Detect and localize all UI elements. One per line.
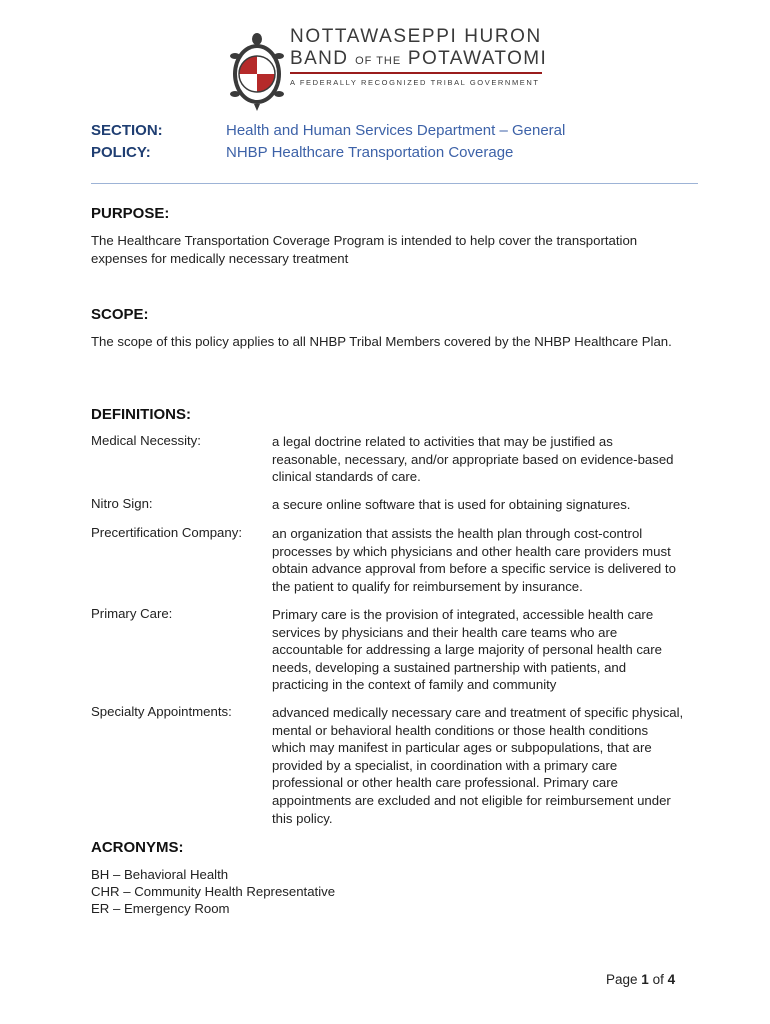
org-name-of-the: OF THE — [355, 55, 402, 67]
purpose-heading: PURPOSE: — [91, 205, 170, 222]
definition-text: a legal doctrine related to activities that may be justified as reasonable, necessary, and/or appropriate based on evidence-based clinical standards of care. — [272, 434, 674, 485]
turtle-medicine-wheel-icon — [226, 24, 288, 112]
definition-term: Nitro Sign: — [91, 496, 153, 511]
acronyms-heading: ACRONYMS: — [91, 839, 184, 856]
org-divider — [290, 72, 542, 74]
org-name-line2 — [290, 48, 547, 70]
definitions-heading: DEFINITIONS: — [91, 406, 191, 423]
section-value: Health and Human Services Department – General — [226, 122, 566, 139]
policy-label: POLICY: — [91, 144, 151, 161]
definition-text: a secure online software that is used for obtaining signatures. — [272, 497, 631, 512]
purpose-text: The Healthcare Transportation Coverage Program is intended to help cover the transportation expenses for medically necessary treatment — [91, 233, 638, 266]
page-number — [606, 972, 675, 987]
scope-text: The scope of this policy applies to all NHBP Tribal Members covered by the NHBP Healthcare Plan. — [91, 334, 672, 349]
acronym-item: CHR – Community Health Representative — [91, 884, 336, 899]
acronym-item: BH – Behavioral Health — [91, 867, 229, 882]
definition-text: advanced medically necessary care and treatment of specific physical, mental or behavioral health conditions or those health conditions which may manifest in particular ages or subpopulations, that are provided by a specialist, in coordination with a primary care professional or other health care professional. Primary care appointments are excluded and not eligible for reimbursement under this policy. — [272, 705, 684, 826]
org-name-band: BAND — [290, 48, 349, 69]
definition-term: Primary Care: — [91, 606, 173, 621]
definition-term: Medical Necessity: — [91, 433, 201, 448]
page-current: 1 — [641, 972, 649, 987]
definition-term: Specialty Appointments: — [91, 704, 232, 719]
definition-text: an organization that assists the health plan through cost-control processes by which physicians and other health care providers must obtain advance approval from before a specific service is delivered to the patient to qualify for reimbursement by insurance. — [272, 526, 676, 594]
section-label: SECTION: — [91, 122, 163, 139]
org-name-potawatomi: POTAWATOMI — [407, 48, 548, 69]
policy-value: NHBP Healthcare Transportation Coverage — [226, 144, 514, 161]
definition-term: Precertification Company: — [91, 525, 242, 540]
org-name-line1: NOTTAWASEPPI HURON — [290, 26, 542, 47]
scope-heading: SCOPE: — [91, 306, 149, 323]
header-divider — [91, 183, 698, 184]
page-word: Page — [606, 972, 638, 987]
page-of-word: of — [652, 972, 664, 987]
org-tagline: A FEDERALLY RECOGNIZED TRIBAL GOVERNMENT — [290, 78, 540, 87]
acronym-item: ER – Emergency Room — [91, 901, 230, 916]
page-total: 4 — [667, 972, 676, 987]
definition-text: Primary care is the provision of integrated, accessible health care services by physicians and their health care teams who are accountable for addressing a large majority of personal health care needs, developing a sustained partnership with patients, and practicing in the context of family and community — [272, 607, 662, 693]
